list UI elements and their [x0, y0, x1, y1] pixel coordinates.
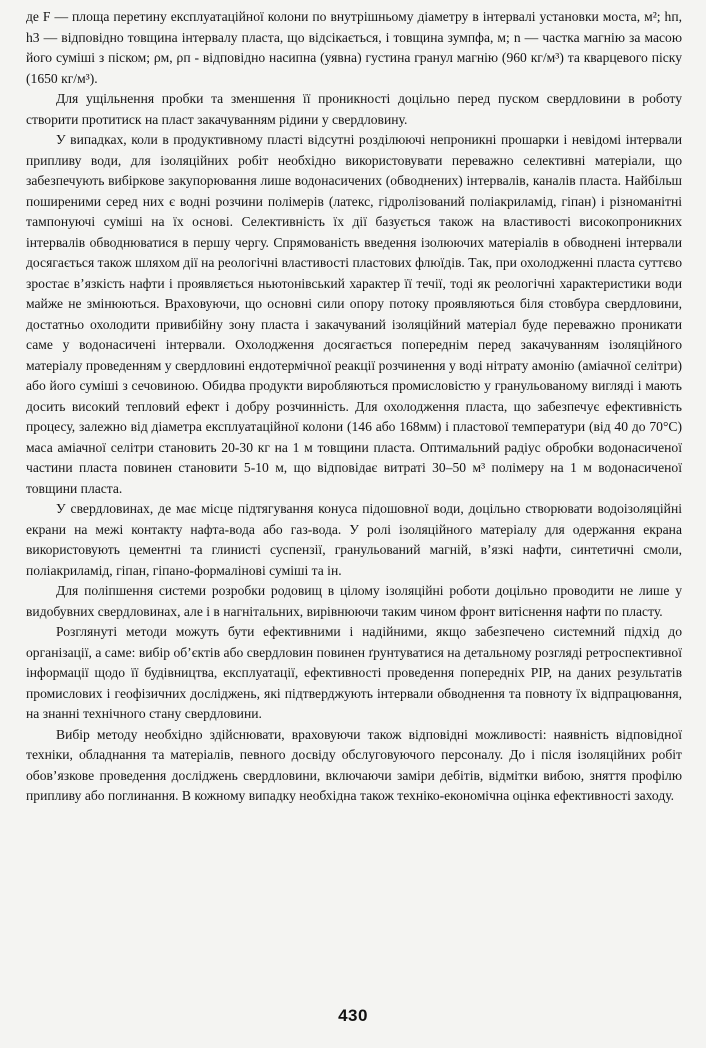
paragraph-water-screens: У свердловинах, де має місце підтягування конуса підошовної води, доцільно створювати водоізоляційні екрани на межі контакту нафта-вода або газ-вода. У ролі ізоляційного матеріалу для одержання екрана використовують цементні та глинисті суспензії, гранульований магній, в’язкі нафти, синтетичні смоли, поліакриламід, гіпан, гіпано-формалінові суміші та ін. — [26, 501, 682, 578]
paragraph-method-choice: Вибір методу необхідно здійснювати, враховуючи також відповідні можливості: наявність відповідної техніки, обладнання та матеріалів, певного досвіду обслуговуючого персоналу. До і після ізоляційних робіт обов’язкове проведення досліджень свердловини, включаючи заміри дебітів, відмітки вибою, зняття профілю припливу або поглинання. В кожному випадку необхідна також техніко-економічна оцінка ефективності заходу. — [26, 726, 682, 803]
paragraph-formula-legend: де F — площа перетину експлуатаційної колони по внутрішньому діаметру в інтервалі установки моста, м²; hп, h3 — відповідно товщина інтервалу пласта, що відсікається, і товщина зумпфа, м; n — частка магнію за масою його суміші з піском; ρм, ρп - відповідно насипна (уявна) густина гранул магнію (960 кг/м³) та кварцевого піску (1650 кг/м³). — [26, 9, 682, 86]
paragraph-selective-materials: У випадках, коли в продуктивному пласті відсутні розділюючі непроникні прошарки і невідомі інтервали припливу води, для ізоляційних робіт необхідно використовувати переважно селективні матеріали, що забезпечують вибіркове закупорювання лише водонасичених (обводнених) інтервалів, каналів пласта. Найбільш поширеними серед них є водні розчини полімерів (латекс, гідролізований поліакриламід, гіпан) і різноманітні тампонуючі суміші на їх основі. Селективність їх дії базується також на властивості високопроникних інтервалів обводнюватися в першу чергу. Спрямованість введення ізолюючих матеріалів в обводнені інтервали досягається також шляхом дії на реологічні властивості пластових флюїдів. Так, при охолодженні пласта суттєво зростає в’язкість нафти і проявляється ньютонівський характер її течії, тоді як реологічні характеристики води майже не змінюються. Враховуючи, що основні сили опору потоку проявляються біля стовбура свердловини, достатньо охолодити привибійну зону пласта і закачуваний ізоляційний матеріал буде переважно проникати саме у водонасичені інтервали. Охолодження досягається попереднім перед закачуванням ізоляційного матеріалу проведенням у свердловині ендотермічної реакції розчинення у воді нітрату амонію (аміачної селітри) або його суміші з сечовиною. Обидва продукти виробляються промисловістю у гранульованому вигляді і мають досить високий тепловий ефект і добру розчинність. Для охолодження пласта, що забезпечує ефективність процесу, залежно від діаметра експлуатаційної колони (146 або 168мм) і пластової температури (від 40 до 70°С) маса аміачної селітри становить 20-30 кг на 1 м товщини пласта. Оптимальний радіус обробки водонасиченої частини пласта повинен становити 5-10 м, що відповідає витраті 30–50 м³ полімеру на 1 м водонасиченої товщини пласта. — [26, 132, 682, 496]
paragraph-plug-sealing: Для ущільнення пробки та зменшення її проникності доцільно перед пуском свердловини в роботу створити протитиск на пласт закачуванням рідини у свердловину. — [26, 91, 682, 127]
page-number: 430 — [338, 1006, 368, 1025]
paragraph-development-system: Для поліпшення системи розробки родовищ в цілому ізоляційні роботи доцільно проводити не лише у видобувних свердловинах, але і в нагнітальних, вирівнюючи таким чином фронт витіснення нафти по пласту. — [26, 583, 682, 619]
paragraph-system-approach: Розглянуті методи можуть бути ефективними і надійними, якщо забезпечено системний підхід до організації, а саме: вибір об’єктів або свердловин повинен ґрунтуватися на детальному розгляді ретроспективної інформації щодо її будівництва, експлуатації, ефективності проведення попередніх РІР, на даних результатів промислових і геофізичних досліджень, які підтверджують інтервали обводнення та повноту їх відпрацювання, на знанні технічного стану свердловини. — [26, 624, 682, 721]
